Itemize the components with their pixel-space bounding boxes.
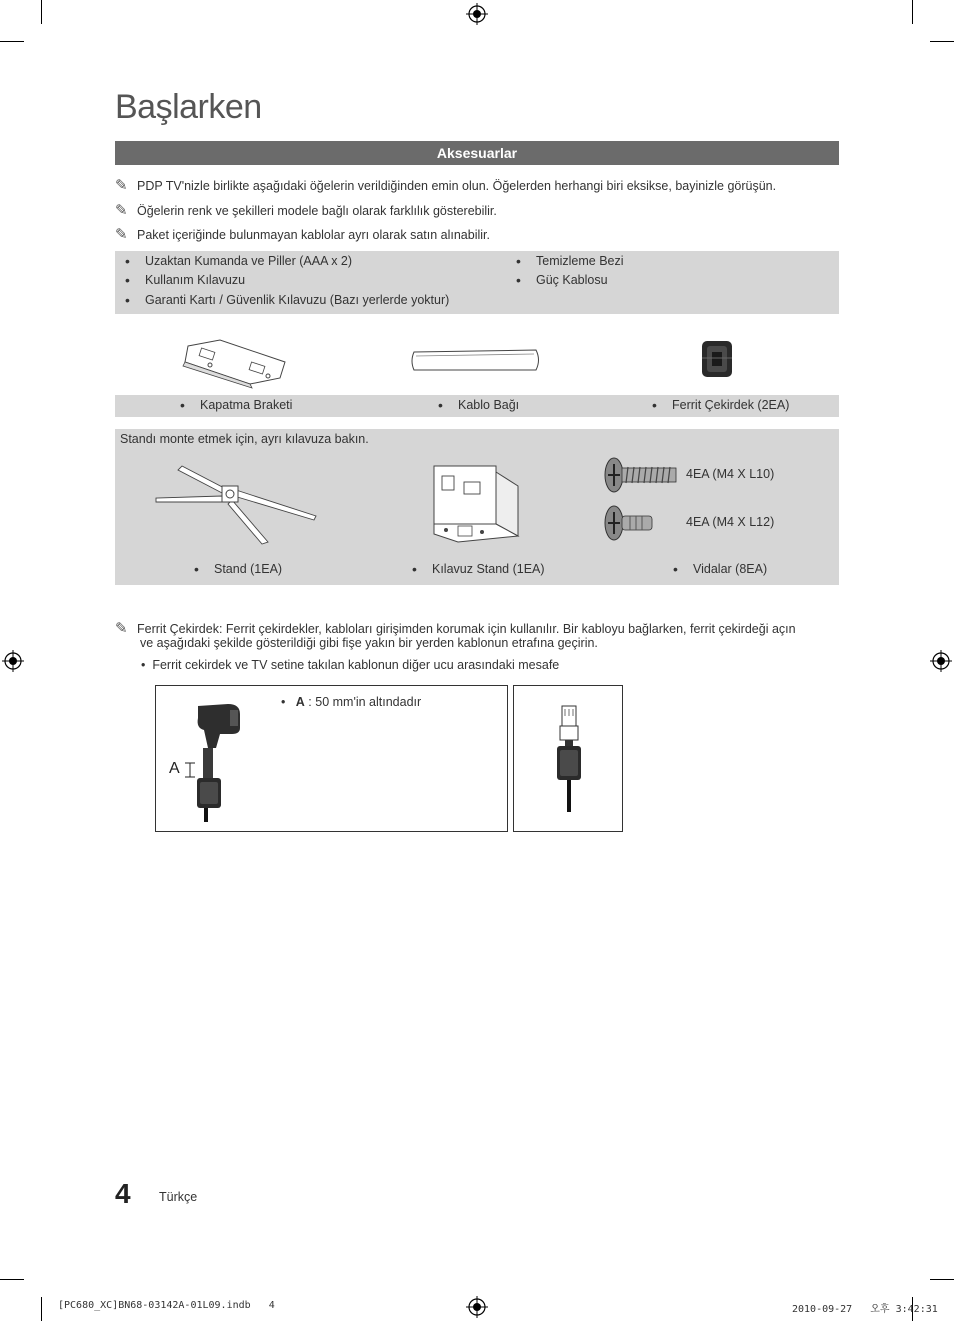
page-number: 4 (115, 1178, 131, 1209)
crop-mark (41, 1297, 42, 1321)
distance-label: A (169, 760, 180, 777)
crop-mark (930, 1279, 954, 1280)
stand-note: Standı monte etmek için, ayrı kılavuza bakın. (120, 432, 369, 446)
item-label-ferrite-core: • Ferrit Çekirdek (2EA) (672, 398, 789, 412)
ferrite-note-line: ve aşağıdaki şekilde gösterildiği gibi fişe yakın bir yerden kablonun etrafına geçirin. (140, 636, 598, 650)
registration-mark-icon (466, 3, 488, 25)
item-label-stand: • Stand (1EA) (214, 562, 282, 576)
ferrite-note-bullet: • Ferrit cekirdek ve TV setine takılan kablonun diğer ucu arasındaki mesafe (141, 658, 560, 672)
cable-with-ferrite-illustration (190, 700, 250, 822)
diagram-bullet: • A : 50 mm'in altındadır (281, 695, 422, 709)
guide-stand-illustration (428, 462, 523, 548)
ferrite-note-line: ✎ Ferrit Çekirdek: Ferrit çekirdekler, kabloları girişimden korumak için kullanılır. Bir kabloyu bağlarken, ferrit çekirdeği açın (115, 620, 796, 637)
list-item: • Temizleme Bezi (536, 254, 624, 268)
registration-mark-icon (930, 650, 952, 672)
crop-mark (912, 0, 913, 24)
item-label-cable-tie: • Kablo Bağı (458, 398, 519, 412)
note-line: ✎ Paket içeriğinde bulunmayan kablolar ayrı olarak satın alınabilir. (115, 226, 490, 243)
list-item: • Uzaktan Kumanda ve Piller (AAA x 2) (145, 254, 352, 268)
list-item: • Garanti Kartı / Güvenlik Kılavuzu (Bazı yerlerde yoktur) (145, 293, 449, 307)
page-title: Başlarken (115, 88, 262, 126)
pencil-note-icon: ✎ (115, 226, 128, 243)
registration-mark-icon (466, 1296, 488, 1318)
cable-tie-illustration (410, 348, 542, 374)
section-header: Aksesuarlar (115, 141, 839, 165)
item-label-screws: • Vidalar (8EA) (693, 562, 767, 576)
plug-with-ferrite-illustration (552, 704, 586, 814)
crop-mark (0, 41, 24, 42)
footer-file-info: [PC680_XC]BN68-03142A-01L09.indb 4 (58, 1300, 275, 1311)
list-item: • Güç Kablosu (536, 273, 608, 287)
pencil-note-icon: ✎ (115, 177, 128, 194)
stand-illustration (152, 462, 320, 546)
diagram-divider (507, 686, 508, 831)
distance-indicator-icon (183, 762, 197, 778)
note-line: ✎ PDP TV'nizle birlikte aşağıdaki öğelerin verildiğinden emin olun. Öğelerden herhangi biri eksikse, bayinizle görüşün. (115, 177, 777, 194)
item-label-guide-stand: • Kılavuz Stand (1EA) (432, 562, 545, 576)
screw-label-l10: 4EA (M4 X L10) (686, 467, 775, 481)
footer-language: Türkçe (159, 1190, 198, 1204)
screw-l10-illustration (602, 456, 680, 494)
screw-label-l12: 4EA (M4 X L12) (686, 515, 775, 529)
crop-mark (41, 0, 42, 24)
screw-l12-illustration (602, 504, 656, 542)
crop-mark (930, 41, 954, 42)
note-line: ✎ Öğelerin renk ve şekilleri modele bağlı olarak farklılık gösterebilir. (115, 202, 497, 219)
pencil-note-icon: ✎ (115, 620, 128, 637)
registration-mark-icon (2, 650, 24, 672)
ferrite-core-illustration (698, 338, 736, 380)
crop-mark (0, 1279, 24, 1280)
blanking-bracket-illustration (180, 332, 290, 390)
list-item: • Kullanım Kılavuzu (145, 273, 245, 287)
footer-timestamp: 2010-09-27 오후 3:42:31 (792, 1304, 938, 1315)
item-label-blanking-bracket: • Kapatma Braketi (200, 398, 292, 412)
pencil-note-icon: ✎ (115, 202, 128, 219)
